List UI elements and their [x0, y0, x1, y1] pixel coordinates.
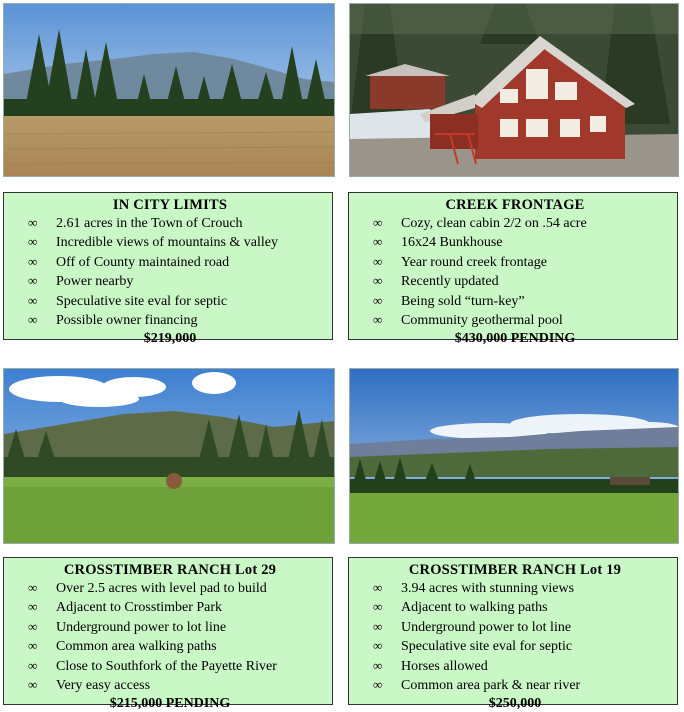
feature-list	[359, 214, 671, 330]
infinity-bullet-icon: ∞	[373, 273, 383, 289]
list-item: ∞ Possible owner financing	[14, 311, 326, 330]
feature-list	[14, 214, 326, 330]
infinity-bullet-icon: ∞	[373, 677, 383, 693]
listing-price: $430,000 PENDING	[454, 331, 576, 347]
infinity-bullet-icon: ∞	[373, 657, 383, 673]
listing-card-crosstimber-lot-19	[348, 557, 678, 712]
listing-price: $219,000	[143, 331, 197, 347]
infinity-bullet-icon: ∞	[373, 638, 383, 654]
listing-title: CROSSTIMBER RANCH Lot 19	[408, 562, 622, 578]
list-item: ∞ Very easy access	[14, 676, 326, 695]
list-item: ∞ 3.94 acres with stunning views	[359, 579, 671, 598]
list-item: ∞ Over 2.5 acres with level pad to build	[14, 579, 326, 598]
infinity-bullet-icon: ∞	[373, 234, 383, 250]
list-item: ∞ Community geothermal pool	[359, 311, 671, 330]
list-item: ∞ Adjacent to Crosstimber Park	[14, 598, 326, 617]
listing-photo-meadow-hills	[3, 368, 335, 544]
listing-title: CROSSTIMBER RANCH Lot 29	[63, 562, 277, 578]
list-item: ∞ Common area park & near river	[359, 676, 671, 695]
infinity-bullet-icon: ∞	[28, 273, 38, 289]
list-item: ∞ Underground power to lot line	[359, 618, 671, 637]
infinity-bullet-icon: ∞	[28, 234, 38, 250]
list-item: ∞ 2.61 acres in the Town of Crouch	[14, 214, 326, 233]
infinity-bullet-icon: ∞	[28, 312, 38, 328]
list-item: ∞ Off of County maintained road	[14, 253, 326, 272]
listing-card-in-city-limits	[3, 192, 333, 347]
list-item: ∞ Common area walking paths	[14, 637, 326, 656]
list-item: ∞ Cozy, clean cabin 2/2 on .54 acre	[359, 214, 671, 233]
infinity-bullet-icon: ∞	[28, 677, 38, 693]
infinity-bullet-icon: ∞	[28, 657, 38, 673]
infinity-bullet-icon: ∞	[373, 599, 383, 615]
list-item: ∞ Horses allowed	[359, 657, 671, 676]
list-item: ∞ Speculative site eval for septic	[14, 292, 326, 311]
infinity-bullet-icon: ∞	[373, 215, 383, 230]
infinity-bullet-icon: ∞	[28, 638, 38, 654]
listing-card-crosstimber-lot-29	[3, 557, 333, 712]
listing-card-creek-frontage	[348, 192, 678, 347]
listing-price: $215,000 PENDING	[109, 696, 231, 712]
listing-price: $250,000	[488, 696, 542, 712]
infinity-bullet-icon: ∞	[373, 580, 383, 595]
list-item: ∞ Speculative site eval for septic	[359, 637, 671, 656]
infinity-bullet-icon: ∞	[28, 215, 38, 230]
listing-photo-field-mountain	[3, 3, 335, 177]
list-item: ∞ Close to Southfork of the Payette River	[14, 657, 326, 676]
list-item: ∞ Being sold “turn-key”	[359, 292, 671, 311]
list-item: ∞ Underground power to lot line	[14, 618, 326, 637]
list-item: ∞ Recently updated	[359, 272, 671, 291]
feature-list	[14, 579, 326, 695]
infinity-bullet-icon: ∞	[28, 599, 38, 615]
listing-photo-valley	[349, 368, 679, 544]
infinity-bullet-icon: ∞	[28, 253, 38, 269]
infinity-bullet-icon: ∞	[28, 292, 38, 308]
infinity-bullet-icon: ∞	[373, 292, 383, 308]
list-item: ∞ 16x24 Bunkhouse	[359, 233, 671, 252]
list-item: ∞ Adjacent to walking paths	[359, 598, 671, 617]
listing-title: IN CITY LIMITS	[112, 197, 228, 213]
infinity-bullet-icon: ∞	[373, 618, 383, 634]
infinity-bullet-icon: ∞	[28, 618, 38, 634]
infinity-bullet-icon: ∞	[373, 312, 383, 328]
list-item: ∞ Power nearby	[14, 272, 326, 291]
listing-title: CREEK FRONTAGE	[445, 197, 585, 213]
list-item: ∞ Incredible views of mountains & valley	[14, 233, 326, 252]
listing-photo-cabin	[349, 3, 679, 177]
list-item: ∞ Year round creek frontage	[359, 253, 671, 272]
feature-list	[359, 579, 671, 695]
infinity-bullet-icon: ∞	[373, 253, 383, 269]
infinity-bullet-icon: ∞	[28, 580, 38, 595]
